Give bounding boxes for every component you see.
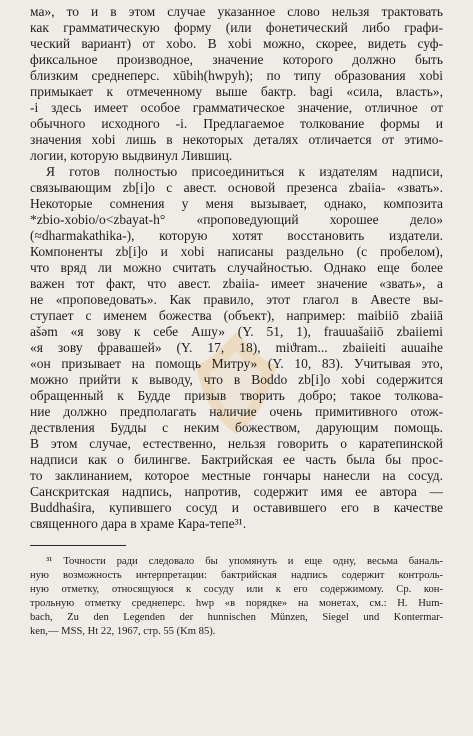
body-line: Компоненты zb[i]o и xobi написаны раздельно (с пробелом), <box>30 244 443 259</box>
body-line: ступает с именем божества (объект), например: maibiiō zbaiiā <box>30 308 443 323</box>
body-line: обычного исходного -i. Предлагаемое толкование формы и <box>30 116 443 131</box>
footnote-line: трольную отметку среднеперс. hwp «в порядке» на монетах, см.: H. Hum- <box>30 598 443 609</box>
body-line: близким среднеперс. xūbih(hwpyh); по типу образования xobi <box>30 68 443 83</box>
footnote-divider <box>30 545 126 546</box>
body-line: «я зову фравашей» (Y. 17, 18), miϑram... zbaiieiti auuaihe <box>30 340 443 355</box>
body-line: Санскритская надпись, напротив, содержит имя ее автора — <box>30 484 443 499</box>
body-line: логии, которую выдвинул Лившиц. <box>30 148 233 163</box>
body-line: ческий вариант) от xobo. В xobi можно, скорее, видеть суф- <box>30 36 443 51</box>
body-line: (≈dharmakathika-), которую хотят восстановить издатели. <box>30 228 443 243</box>
footnote-line: ken,— MSS, Ht 22, 1967, стр. 55 (Km 85). <box>30 626 216 637</box>
body-line: важен тот факт, что авест. zbaiia- имеет значение «звать», а <box>30 276 443 291</box>
paragraph-start: Я готов полностью присоединиться к издателям надписи, <box>46 164 443 179</box>
body-line: надписи как о билингве. Бактрийская ее часть была бы прос- <box>30 452 443 467</box>
body-line: обращенный к Будде призыв творить добро; такое толкова- <box>30 388 443 403</box>
body-line: значения xobi лишь в некоторых деталях отличается от этимо- <box>30 132 443 147</box>
body-line: фиксальное производное, значение которого должно быть <box>30 52 443 67</box>
body-line: дествления Будды с неким божеством, дарующим помощь. <box>30 420 443 435</box>
body-line: ašəm «я зову к себе Ашу» (Y. 51, 1), frauuašaiiō zbaiiemi <box>30 324 443 339</box>
footnote-line: bach, Zu den Legenden der hunnischen Münzen, Siegel und Kontermar- <box>30 612 443 623</box>
body-line: -i здесь имеет особое грамматическое значение, отличное от <box>30 100 443 115</box>
body-line: В этом случае, естественно, нельзя говорить о каратепинской <box>30 436 443 451</box>
body-line: священного дара в храме Кара-тепе³¹. <box>30 516 247 531</box>
body-line: ма», то и в этом случае указанное слово нельзя трактовать <box>30 4 443 19</box>
footnote-line: ную отметку, относящуюся к сосуду или к его содержимому. Ср. кон- <box>30 584 443 595</box>
body-line: примыкает к отмеченному выше бактр. bagi «сила, власть», <box>30 84 443 99</box>
body-line: Buddhaśira, купившего сосуд и оставившего его в качестве <box>30 500 443 515</box>
footnote-line: ³¹ Точности ради следовало бы упомянуть и еще одну, весьма баналь- <box>46 556 443 567</box>
body-line: не «проповедовать». Как правило, этот глагол в Авесте вы- <box>30 292 443 307</box>
footnote-line: ную возможность интерпретации: бактрийская надпись содержит контроль- <box>30 570 443 581</box>
body-line: «он призывает на помощь Митру» (Y. 10, 83). Учитывая это, <box>30 356 443 371</box>
body-line: то заклинанием, которое местные гончары нанесли на сосуд. <box>30 468 443 483</box>
body-line: Некоторые сомнения у меня вызывает, однако, композита <box>30 196 443 211</box>
body-line: можно прийти к выводу, что в Boddo zb[i]o xobi содержится <box>30 372 443 387</box>
body-line: что вряд ли можно считать случайностью. Однако еще более <box>30 260 443 275</box>
body-line: как грамматическую форму (или фонетический либо графи- <box>30 20 443 35</box>
body-line: *zbio-xobio/o<zbayat-h° «проповедующий хорошее дело» <box>30 212 443 227</box>
body-line: связывающим zb[i]o с авест. основой презенса zbaiia- «звать». <box>30 180 443 195</box>
body-line: ние должно предполагать наличие очень примитивного отож- <box>30 404 443 419</box>
